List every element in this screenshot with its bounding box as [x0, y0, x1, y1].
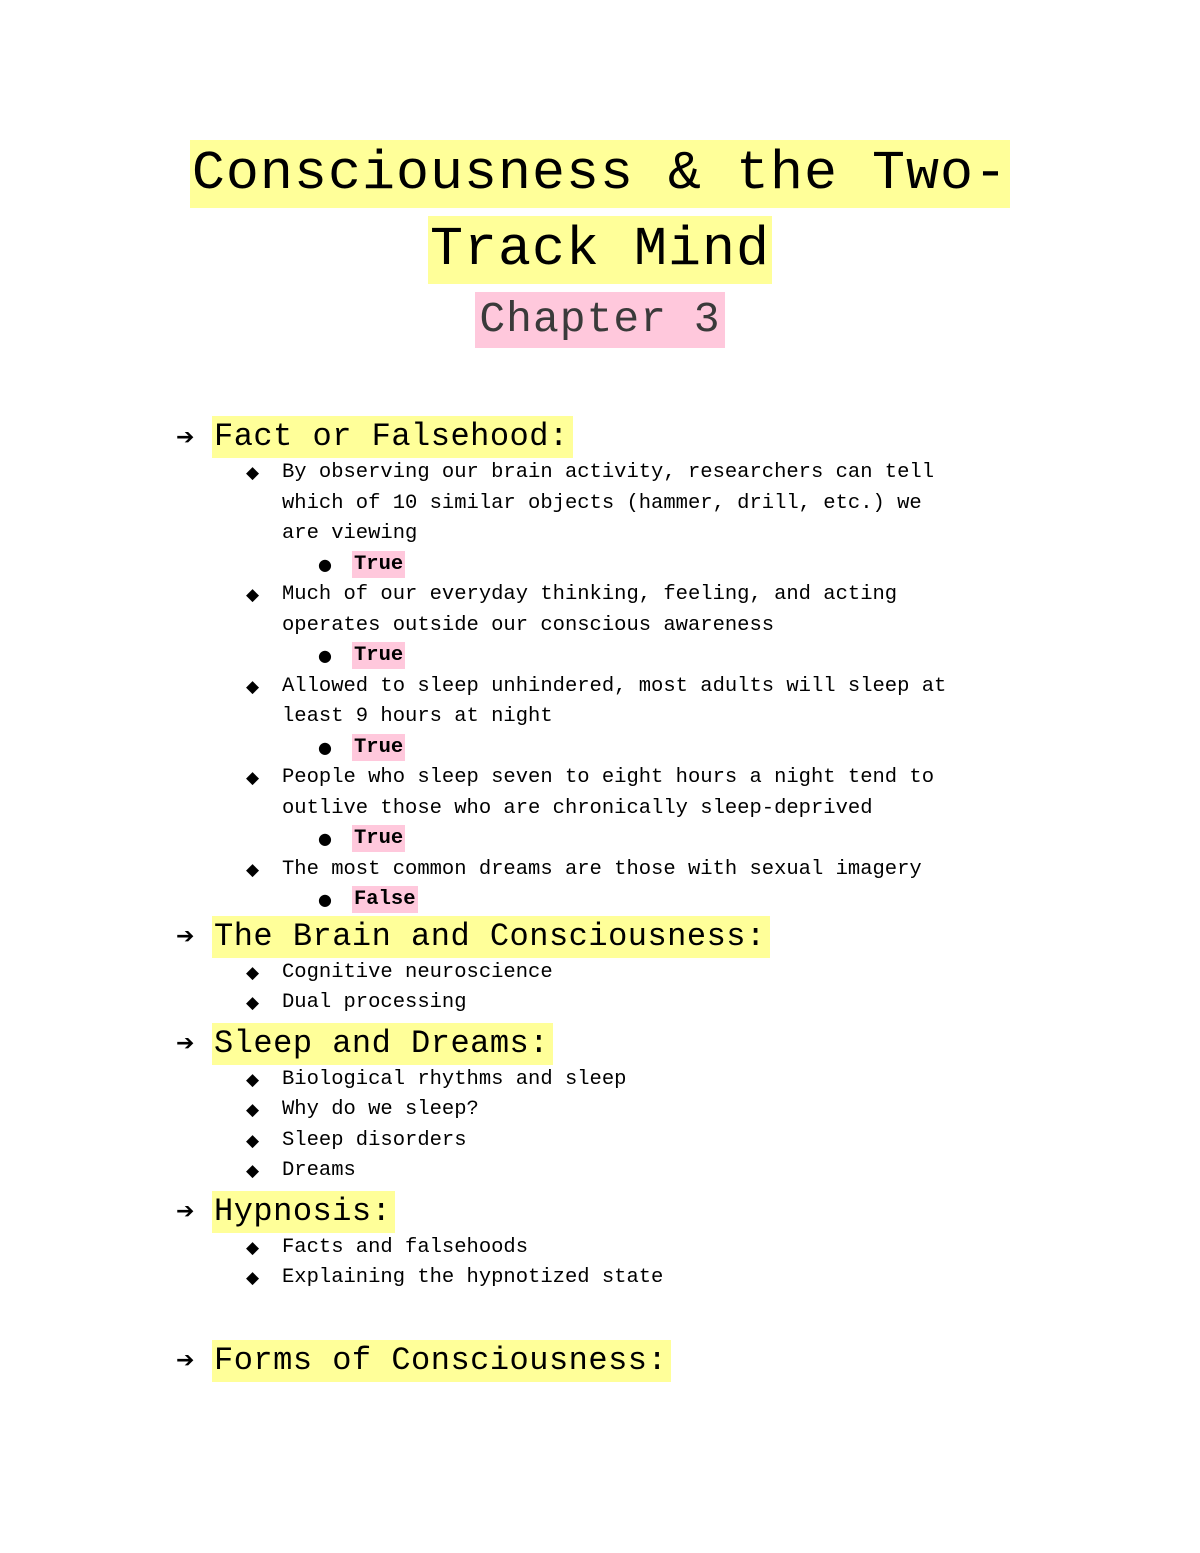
section-heading-text: The Brain and Consciousness: — [212, 916, 770, 958]
answer-text: True — [354, 644, 404, 667]
arrow-bullet-icon: ➔ — [176, 424, 195, 450]
section-heading-text: Fact or Falsehood: — [212, 416, 573, 458]
list-item-text: Much of our everyday thinking, feeling, and acting operates outside our conscious awareness — [282, 583, 898, 637]
diamond-bullet-icon: ◆ — [246, 676, 260, 697]
answer-text: True — [354, 827, 404, 850]
arrow-bullet-icon: ➔ — [176, 1031, 195, 1056]
dot-bullet-icon: ● — [318, 646, 332, 665]
diamond-bullet-icon: ◆ — [246, 1069, 260, 1090]
diamond-bullet-icon: ◆ — [246, 1161, 260, 1181]
answer-item — [176, 733, 1076, 764]
list-item — [176, 1263, 1082, 1294]
section-heading — [176, 1340, 1076, 1382]
dot-bullet-icon: ● — [318, 890, 332, 909]
list-item-text: Dreams — [282, 1159, 356, 1182]
arrow-bullet-icon: ➔ — [176, 924, 195, 949]
list-item-text: Why do we sleep? — [282, 1098, 479, 1121]
answer-item — [176, 641, 1076, 672]
list-item — [176, 1233, 1082, 1264]
section-heading — [176, 916, 1076, 958]
dot-bullet-icon: ● — [318, 737, 332, 757]
section-heading-text: Sleep and Dreams: — [212, 1023, 553, 1065]
list-item-text: By observing our brain activity, researchers can tell which of 10 similar objects (hammer, drill, etc.) we are viewing — [282, 461, 935, 545]
list-item — [176, 1065, 1082, 1096]
diamond-bullet-icon: ◆ — [246, 768, 260, 788]
diamond-bullet-icon: ◆ — [246, 585, 260, 605]
section-heading-text: Hypnosis: — [212, 1191, 395, 1233]
list-item-text: Sleep disorders — [282, 1128, 467, 1152]
title-block — [150, 140, 1050, 348]
list-item-text: Dual processing — [282, 991, 467, 1014]
list-item — [176, 988, 1082, 1019]
answer-item — [176, 824, 1076, 855]
answer-text: False — [354, 888, 416, 911]
list-item-text: Explaining the hypnotized state — [282, 1266, 664, 1289]
list-item-text: Cognitive neuroscience — [282, 960, 553, 984]
diamond-bullet-icon: ◆ — [246, 1237, 260, 1258]
list-item-text: Biological rhythms and sleep — [282, 1067, 627, 1091]
list-item-text: Facts and falsehoods — [282, 1235, 529, 1259]
diamond-bullet-icon: ◆ — [246, 993, 260, 1013]
list-item — [176, 458, 1082, 550]
answer-item — [176, 885, 1076, 916]
list-item — [176, 763, 1082, 824]
list-item — [176, 672, 1082, 733]
list-item-text: The most common dreams are those with sexual imagery — [282, 857, 922, 881]
dot-bullet-icon: ● — [318, 554, 332, 574]
list-item — [176, 1095, 1082, 1126]
outline — [176, 416, 1076, 1382]
section-heading — [176, 1023, 1076, 1065]
diamond-bullet-icon: ◆ — [246, 1130, 260, 1151]
document-title-line-2: Track Mind — [428, 216, 772, 284]
diamond-bullet-icon: ◆ — [246, 463, 260, 483]
answer-item — [176, 550, 1076, 581]
answer-text: True — [354, 735, 404, 759]
section-heading — [176, 1191, 1076, 1233]
chapter-subtitle: Chapter 3 — [475, 292, 724, 348]
list-item — [176, 1126, 1082, 1157]
list-item — [176, 580, 1082, 641]
document-title-line-1: Consciousness & the Two- — [190, 140, 1010, 208]
list-item-text: People who sleep seven to eight hours a night tend to outlive those who are chronically sleep-deprived — [282, 766, 935, 820]
list-item — [176, 855, 1082, 886]
section-heading — [176, 416, 1076, 458]
answer-text: True — [354, 552, 404, 576]
list-item-text: Allowed to sleep unhindered, most adults will sleep at least 9 hours at night — [282, 674, 947, 728]
diamond-bullet-icon: ◆ — [246, 1268, 260, 1288]
dot-bullet-icon: ● — [318, 829, 332, 848]
arrow-bullet-icon: ➔ — [176, 1199, 195, 1224]
section-heading-text: Forms of Consciousness: — [212, 1340, 671, 1382]
diamond-bullet-icon: ◆ — [246, 859, 260, 880]
diamond-bullet-icon: ◆ — [246, 1100, 260, 1120]
list-item — [176, 958, 1082, 989]
diamond-bullet-icon: ◆ — [246, 962, 260, 983]
list-item — [176, 1156, 1082, 1187]
arrow-bullet-icon: ➔ — [176, 1348, 195, 1373]
